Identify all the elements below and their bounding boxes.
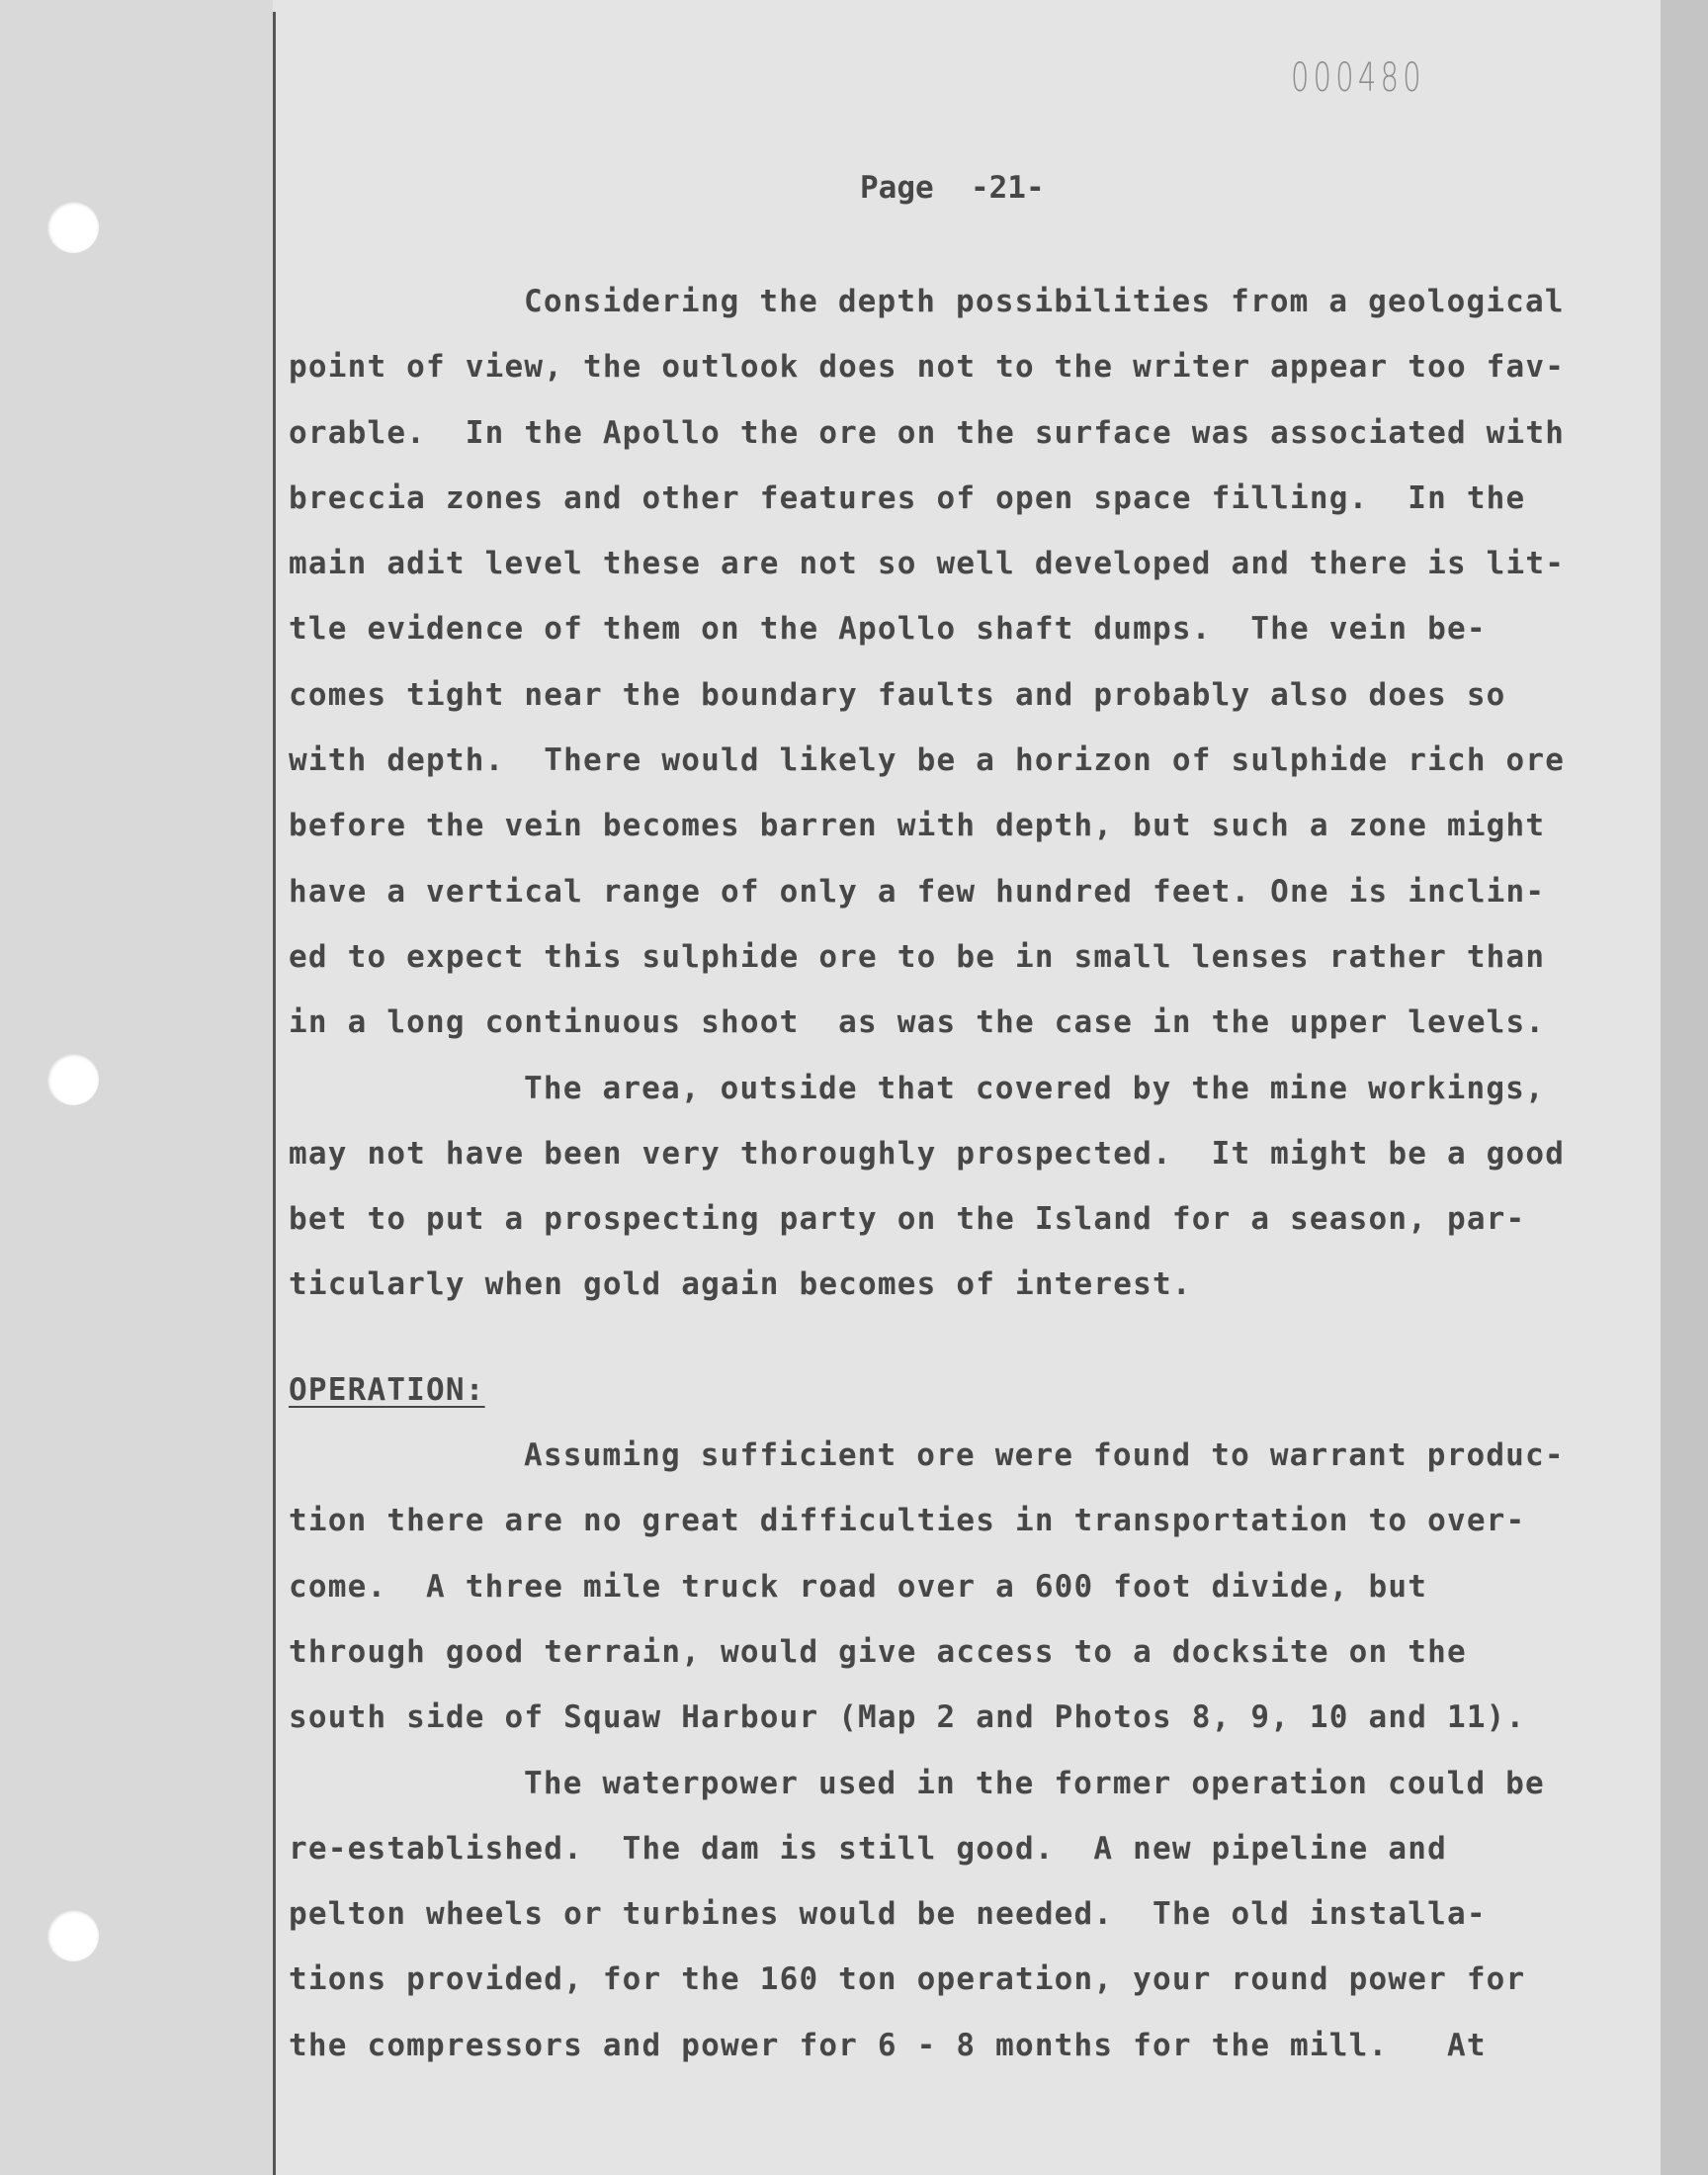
text-line: tion there are no great difficulties in transportation to over- xyxy=(289,1503,1526,1539)
text-line: tle evidence of them on the Apollo shaft dumps. The vein be- xyxy=(289,611,1487,648)
text-line: before the vein becomes barren with depth, but such a zone might xyxy=(289,808,1546,844)
spacer xyxy=(289,1318,1653,1357)
text-line: The waterpower used in the former operation could be xyxy=(524,1765,1545,1801)
text-line: bet to put a prospecting party on the Island for a season, par- xyxy=(289,1201,1526,1238)
text-line: orable. In the Apollo the ore on the surface was associated with xyxy=(289,414,1566,451)
punch-hole-middle xyxy=(47,1054,99,1105)
text-line: comes tight near the boundary faults and probably also does so xyxy=(289,676,1506,713)
text-line: point of view, the outlook does not to the writer appear too fav- xyxy=(289,349,1566,386)
text-line: have a vertical range of only a few hundred feet. One is inclin- xyxy=(289,873,1546,910)
text-line: tions provided, for the 160 ton operation, your round power for xyxy=(289,1961,1526,1998)
text-line: south side of Squaw Harbour (Map 2 and Photos 8, 9, 10 and 11). xyxy=(289,1699,1526,1736)
text-line: Assuming sufficient ore were found to warrant produc- xyxy=(524,1437,1565,1474)
punch-hole-bottom xyxy=(47,1910,99,1961)
text-line: main adit level these are not so well developed and there is lit- xyxy=(289,546,1566,582)
page-number: Page -21- xyxy=(860,170,1045,206)
text-line: Considering the depth possibilities from a geological xyxy=(524,284,1565,319)
text-line: the compressors and power for 6 - 8 months for the mill. At xyxy=(289,2027,1487,2063)
binding-line xyxy=(273,12,276,2175)
punch-hole-top xyxy=(47,202,99,253)
document-body xyxy=(289,269,1653,2078)
binding-margin xyxy=(0,0,273,2175)
section-heading: OPERATION: xyxy=(289,1371,485,1408)
text-line: re-established. The dam is still good. A new pipeline and xyxy=(289,1830,1447,1867)
text-line: ticularly when gold again becomes of interest. xyxy=(289,1266,1192,1303)
document-stamp-number: 000480 xyxy=(1291,55,1425,101)
text-line: may not have been very thoroughly prospected. It might be a good xyxy=(289,1135,1566,1172)
text-line: ed to expect this sulphide ore to be in small lenses rather than xyxy=(289,938,1546,975)
text-line: pelton wheels or turbines would be needed. The old installa- xyxy=(289,1896,1487,1933)
text-line: through good terrain, would give access to a docksite on the xyxy=(289,1633,1467,1670)
text-line: with depth. There would likely be a horizon of sulphide rich ore xyxy=(289,742,1566,779)
text-line: in a long continuous shoot as was the case in the upper levels. xyxy=(289,1004,1546,1041)
text-line: The area, outside that covered by the mine workings, xyxy=(524,1070,1545,1106)
text-line: breccia zones and other features of open space filling. In the xyxy=(289,479,1526,516)
text-line: come. A three mile truck road over a 600 foot divide, but xyxy=(289,1568,1428,1605)
page-edge xyxy=(1661,0,1708,2175)
